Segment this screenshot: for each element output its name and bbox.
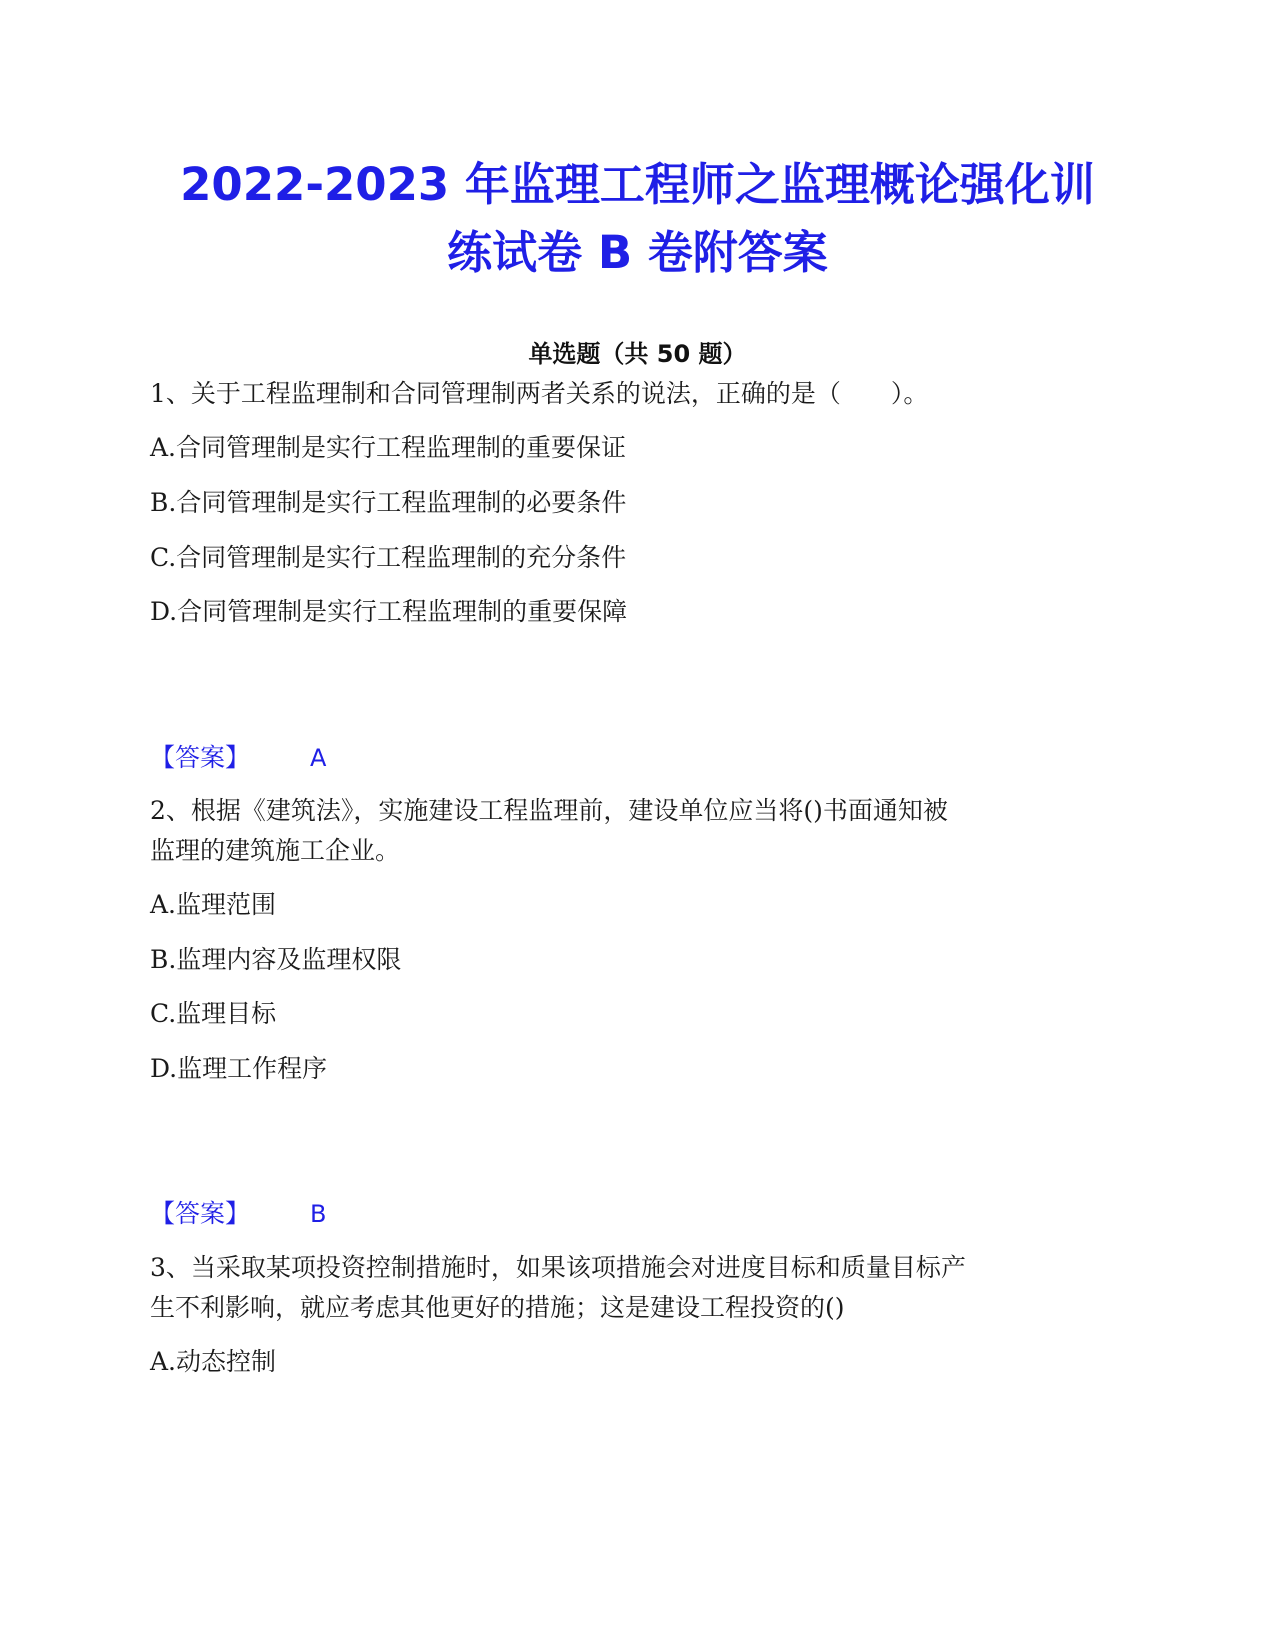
question-1-stem: 1、关于工程监理制和合同管理制两者关系的说法，正确的是（ ）。 xyxy=(150,379,929,408)
question-2-option-b: B.监理内容及监理权限 xyxy=(150,945,402,974)
question-2-option-a: A.监理范围 xyxy=(150,890,277,919)
question-2-answer xyxy=(150,1196,327,1232)
question-2-option-d: D.监理工作程序 xyxy=(150,1054,328,1083)
question-1-option-d: D.合同管理制是实行工程监理制的重要保障 xyxy=(150,597,628,626)
section-heading: 单选题（共 50 题） xyxy=(528,340,747,368)
answer-label: 【答案】 xyxy=(150,1199,251,1228)
question-1-answer xyxy=(150,740,327,776)
question-2-option-c: C.监理目标 xyxy=(150,999,277,1028)
document-title-line-1: 2022-2023 年监理工程师之监理概论强化训 xyxy=(180,158,1095,211)
question-1-option-b: B.合同管理制是实行工程监理制的必要条件 xyxy=(150,488,627,517)
answer-letter: B xyxy=(310,1200,327,1228)
question-1-option-c: C.合同管理制是实行工程监理制的充分条件 xyxy=(150,543,627,572)
document-title-line-2: 练试卷 B 卷附答案 xyxy=(447,226,828,279)
answer-label: 【答案】 xyxy=(150,743,251,772)
question-2-stem-line-1: 2、根据《建筑法》，实施建设工程监理前，建设单位应当将()书面通知被 xyxy=(150,796,948,825)
question-2-stem-line-2: 监理的建筑施工企业。 xyxy=(150,836,401,865)
question-3-stem-line-1: 3、当采取某项投资控制措施时，如果该项措施会对进度目标和质量目标产 xyxy=(150,1253,966,1282)
question-3-stem-line-2: 生不利影响，就应考虑其他更好的措施；这是建设工程投资的() xyxy=(150,1293,845,1322)
answer-letter: A xyxy=(310,744,327,772)
question-1-option-a: A.合同管理制是实行工程监理制的重要保证 xyxy=(150,433,627,462)
question-3-option-a: A.动态控制 xyxy=(150,1347,277,1376)
